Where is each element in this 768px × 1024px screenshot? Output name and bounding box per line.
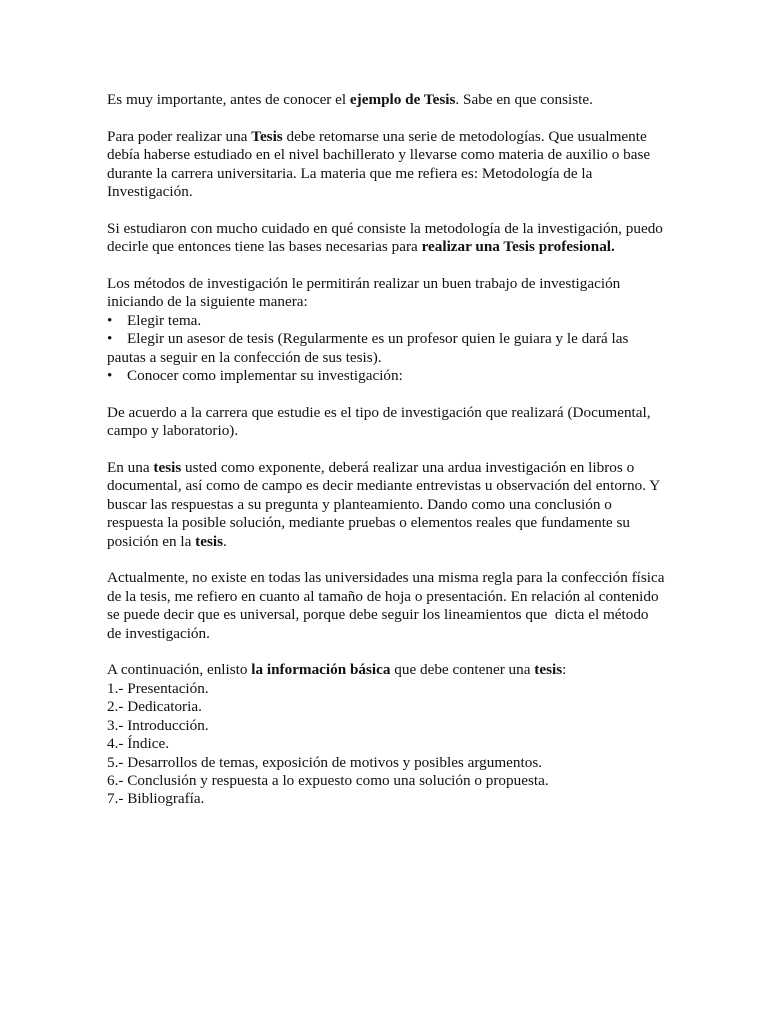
list-item: 5.- Desarrollos de temas, exposición de motivos y posibles argumentos. (107, 753, 543, 771)
exponent-line-4: respuesta la posible solución, mediante pruebas o elementos reales que fundamente su (107, 514, 630, 532)
emphasis-tesis: tesis (153, 459, 182, 477)
bullet-icon: • (107, 330, 113, 348)
universities-line-1: Actualmente, no existe en todas las universidades una misma regla para la confección física (107, 569, 665, 587)
bullet-item: • Elegir tema. (107, 311, 202, 329)
universities-line-2: de la tesis, me refiero en cuanto al tamaño de hoja o presentación. En relación al contenido (107, 587, 659, 605)
methodology-line-4: Investigación. (107, 183, 193, 201)
methodology-paragraph (107, 128, 668, 202)
basic-info-paragraph (107, 661, 668, 808)
intro-paragraph (107, 91, 668, 109)
methods-line-1: Los métodos de investigación le permitirán realizar un buen trabajo de investigación (107, 275, 621, 293)
emphasis-realizar-tesis: realizar una Tesis profesional. (421, 238, 615, 256)
basic-info-line: A continuación, enlisto la información básica que debe contener una tesis: (107, 661, 567, 679)
methodology-line-3: durante la carrera universitaria. La materia que me refiera es: Metodología de la (107, 164, 593, 182)
universities-paragraph (107, 569, 668, 643)
universities-line-3: se puede decir que es universal, porque debe seguir los lineamientos que dicta el método (107, 606, 649, 624)
methodology-line-2: debía haberse estudiado en el nivel bachillerato y llevarse como materia de auxilio o base (107, 146, 651, 164)
emphasis-ejemplo-tesis: ejemplo de Tesis (349, 91, 456, 108)
exponent-line-3: buscar las respuestas a su pregunta y planteamiento. Dando como una conclusión o (107, 495, 612, 513)
emphasis-informacion-basica: la información básica (251, 661, 391, 679)
bullet-icon: • (107, 367, 113, 385)
methods-paragraph (107, 275, 668, 385)
universities-line-4: de investigación. (107, 624, 210, 642)
bullet-item: • Conocer como implementar su investigación: (107, 367, 403, 385)
exponent-line-5: posición en la tesis. (107, 532, 227, 550)
list-item: 1.- Presentación. (107, 679, 209, 697)
list-item: 7.- Bibliografía. (107, 790, 205, 808)
bullet-continuation: pautas a seguir en la confección de sus tesis). (107, 348, 382, 366)
exponent-paragraph (107, 459, 668, 551)
emphasis-tesis: tesis (534, 661, 563, 679)
methods-line-2: iniciando de la siguiente manera: (107, 293, 308, 311)
methodology-line-1: Para poder realizar una Tesis debe retomarse una serie de metodologías. Que usualmente (107, 127, 647, 145)
list-item: 2.- Dedicatoria. (107, 698, 202, 716)
bullet-item: • Elegir un asesor de tesis (Regularmente es un profesor quien le guiara y le dará las (107, 330, 629, 348)
bullet-icon: • (107, 311, 113, 329)
emphasis-tesis: Tesis (251, 127, 283, 145)
career-line-1: De acuerdo a la carrera que estudie es el tipo de investigación que realizará (Documental, (107, 403, 651, 421)
intro-line: Es muy importante, antes de conocer el ejemplo de Tesis. Sabe en que consiste. (107, 91, 593, 108)
bases-line-2: decirle que entonces tiene las bases necesarias para realizar una Tesis profesional. (107, 238, 615, 256)
list-item: 4.- Índice. (107, 735, 169, 753)
exponent-line-2: documental, así como de campo es decir mediante entrevistas u observación del entorno. Y (107, 477, 661, 495)
emphasis-tesis: tesis (195, 532, 223, 550)
list-item: 3.- Introducción. (107, 716, 209, 734)
list-item: 6.- Conclusión y respuesta a lo expuesto como una solución o propuesta. (107, 771, 549, 789)
career-paragraph (107, 404, 668, 441)
bases-line-1: Si estudiaron con mucho cuidado en qué consiste la metodología de la investigación, puedo (107, 219, 663, 237)
career-line-2: campo y laboratorio). (107, 422, 239, 440)
exponent-line-1: En una tesis usted como exponente, deberá realizar una ardua investigación en libros o (107, 459, 635, 477)
bases-paragraph (107, 220, 668, 257)
